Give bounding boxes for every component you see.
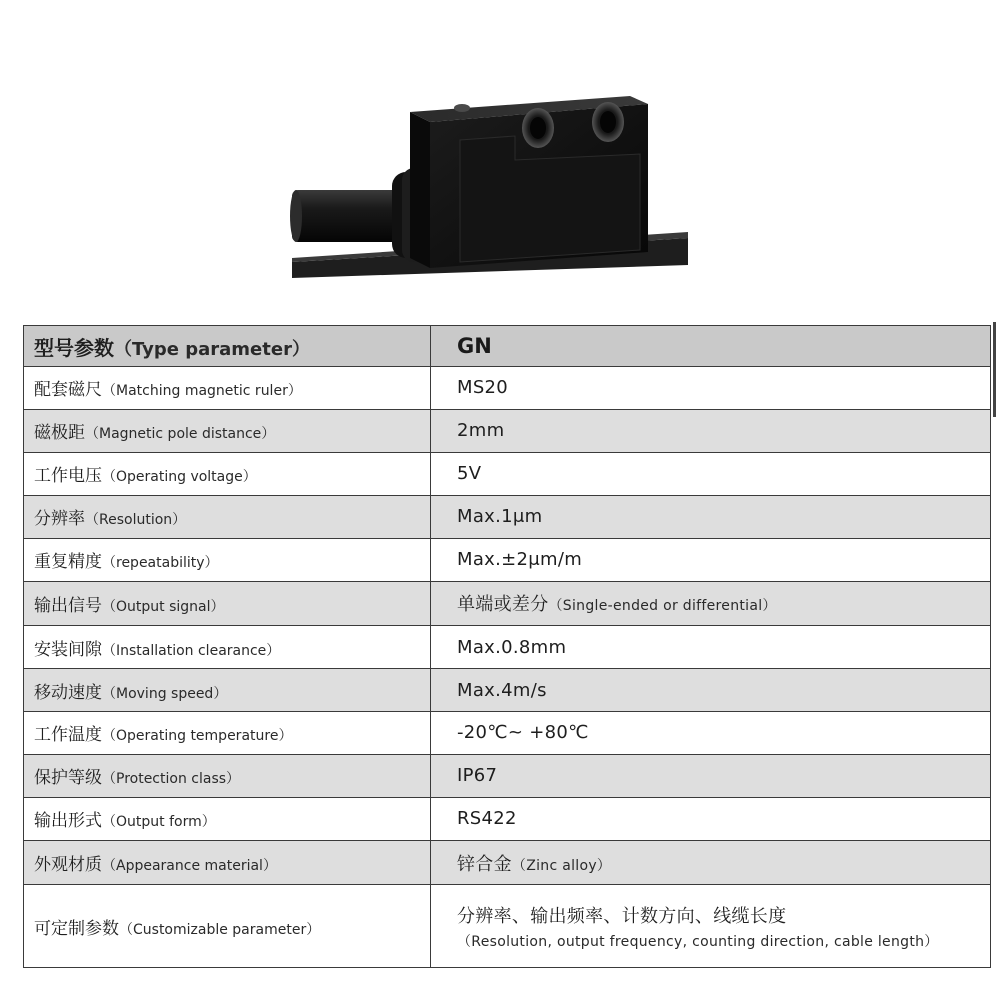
param-zh-label: 磁极距 bbox=[34, 423, 85, 444]
value-text: IP67 bbox=[457, 765, 498, 787]
param-zh-label: 保护等级 bbox=[34, 768, 102, 789]
table-row bbox=[24, 495, 991, 538]
param-en-label: （Magnetic pole distance） bbox=[85, 426, 276, 443]
param-zh-label: 输出形式 bbox=[34, 811, 102, 832]
param-cell bbox=[24, 712, 431, 755]
param-zh-label: 工作电压 bbox=[34, 466, 102, 487]
value-cell bbox=[431, 452, 991, 495]
param-cell bbox=[24, 367, 431, 410]
value-cell bbox=[431, 409, 991, 452]
value-en-text: （Resolution, output frequency, counting direction, cable length） bbox=[457, 933, 939, 950]
value-cell bbox=[431, 538, 991, 581]
param-en-label: （Matching magnetic ruler） bbox=[102, 383, 302, 400]
param-cell bbox=[24, 581, 431, 626]
spec-table bbox=[23, 325, 991, 968]
param-en-label: （Output form） bbox=[102, 814, 216, 831]
table-row bbox=[24, 452, 991, 495]
table-row bbox=[24, 840, 991, 885]
header-value-cell: GN bbox=[431, 326, 991, 367]
table-row bbox=[24, 409, 991, 452]
value-cell bbox=[431, 626, 991, 669]
param-zh-label: 输出信号 bbox=[34, 595, 102, 616]
header-param-zh: 型号参数 bbox=[34, 335, 114, 360]
param-zh-label: 重复精度 bbox=[34, 552, 102, 573]
param-cell bbox=[24, 885, 431, 968]
value-cell bbox=[431, 669, 991, 712]
param-en-label: （Moving speed） bbox=[102, 685, 228, 702]
header-param-cell bbox=[24, 326, 431, 367]
param-zh-label: 安装间隙 bbox=[34, 639, 102, 660]
param-en-label: （Output signal） bbox=[102, 598, 225, 615]
table-row bbox=[24, 538, 991, 581]
param-en-label: （Operating voltage） bbox=[102, 469, 257, 486]
param-zh-label: 分辨率 bbox=[34, 509, 85, 530]
value-text: -20℃~ +80℃ bbox=[457, 722, 589, 744]
value-text: 5V bbox=[457, 463, 482, 485]
table-row bbox=[24, 754, 991, 797]
product-photo bbox=[0, 0, 1000, 300]
param-en-label: （Protection class） bbox=[102, 771, 241, 788]
param-cell bbox=[24, 669, 431, 712]
param-en-label: （repeatability） bbox=[102, 555, 219, 572]
table-row bbox=[24, 581, 991, 626]
header-param-en: （Type parameter） bbox=[114, 338, 310, 360]
param-en-label: （Installation clearance） bbox=[102, 642, 281, 659]
table-header-row bbox=[24, 326, 991, 367]
param-cell bbox=[24, 495, 431, 538]
param-en-label: （Appearance material） bbox=[102, 858, 277, 875]
param-en-label: （Customizable parameter） bbox=[119, 921, 321, 938]
value-cell bbox=[431, 581, 991, 626]
table-row bbox=[24, 626, 991, 669]
value-cell bbox=[431, 885, 991, 968]
value-text: Max.±2μm/m bbox=[457, 549, 583, 571]
param-zh-label: 工作温度 bbox=[34, 725, 102, 746]
value-cell bbox=[431, 495, 991, 538]
value-text: 单端或差分 bbox=[457, 594, 549, 616]
value-en-text: （Single-ended or differential） bbox=[548, 598, 777, 615]
param-zh-label: 可定制参数 bbox=[34, 918, 119, 939]
value-text: 分辨率、输出频率、计数方向、线缆长度 bbox=[457, 905, 787, 927]
value-text: MS20 bbox=[457, 377, 509, 399]
table-row bbox=[24, 797, 991, 840]
param-zh-label: 移动速度 bbox=[34, 682, 102, 703]
param-cell bbox=[24, 409, 431, 452]
value-text: Max.4m/s bbox=[457, 679, 547, 701]
param-cell bbox=[24, 626, 431, 669]
value-cell bbox=[431, 754, 991, 797]
param-cell bbox=[24, 754, 431, 797]
value-en-text: （Zinc alloy） bbox=[511, 857, 612, 874]
value-text: Max.0.8mm bbox=[457, 636, 567, 658]
value-text: RS422 bbox=[457, 808, 517, 830]
value-cell bbox=[431, 712, 991, 755]
table-row bbox=[24, 367, 991, 410]
value-cell bbox=[431, 840, 991, 885]
table-row bbox=[24, 712, 991, 755]
param-cell bbox=[24, 452, 431, 495]
value-text: Max.1μm bbox=[457, 506, 543, 528]
value-cell bbox=[431, 367, 991, 410]
table-row bbox=[24, 669, 991, 712]
param-cell bbox=[24, 538, 431, 581]
page-edge-divider bbox=[993, 322, 996, 417]
table-row bbox=[24, 885, 991, 968]
param-zh-label: 外观材质 bbox=[34, 855, 102, 876]
param-en-label: （Operating temperature） bbox=[102, 728, 293, 745]
value-cell bbox=[431, 797, 991, 840]
param-cell bbox=[24, 840, 431, 885]
value-text: 锌合金 bbox=[457, 853, 512, 875]
param-en-label: （Resolution） bbox=[85, 512, 187, 529]
param-cell bbox=[24, 797, 431, 840]
param-zh-label: 配套磁尺 bbox=[34, 380, 102, 401]
value-text: 2mm bbox=[457, 420, 505, 442]
